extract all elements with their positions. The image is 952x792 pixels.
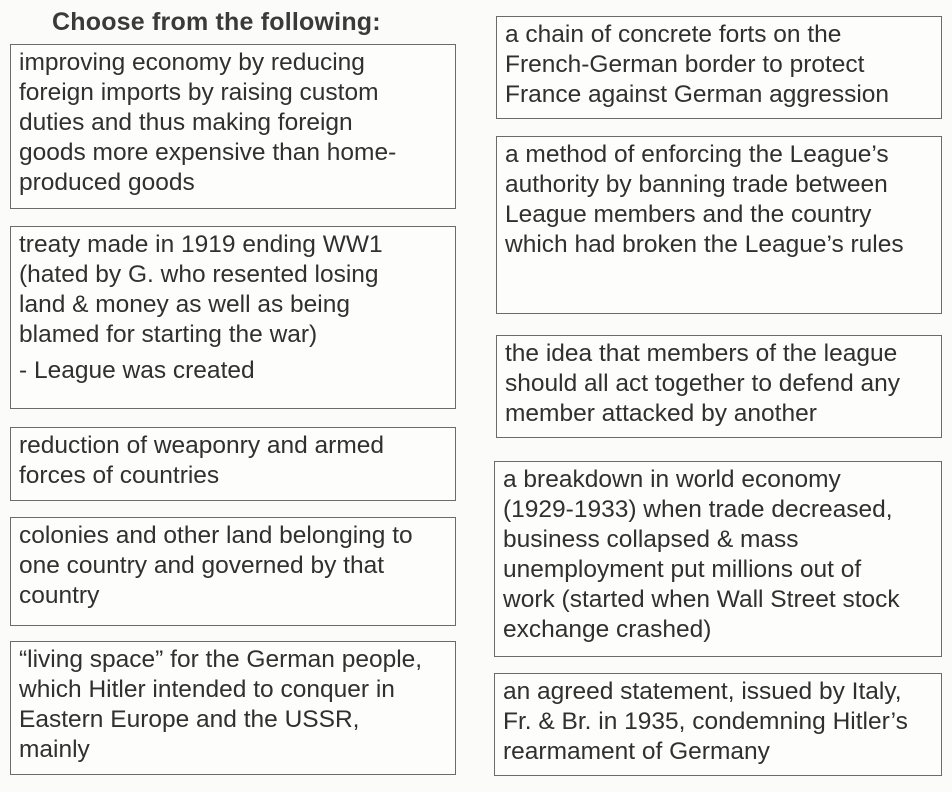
definition-box-lebensraum[interactable]: [10, 641, 456, 775]
definition-text: the idea that members of the league should all act together to defend any member attacked by another: [505, 340, 901, 427]
definition-text: treaty made in 1919 ending WW1 (hated by G. who resented losing land & money as well as being blamed for starting the war): [19, 231, 383, 348]
definition-box-great-depression[interactable]: [494, 461, 942, 657]
definition-note: - League was created: [19, 357, 255, 384]
definition-box-collective-security[interactable]: [496, 335, 942, 438]
definition-text: reduction of weaponry and armed forces of countries: [19, 432, 384, 489]
definition-text: a breakdown in world economy (1929-1933) when trade decreased, business collapsed & mass unemployment put millions out of work (started when Wall Street stock exchange crashed): [503, 466, 900, 643]
definition-box-empire[interactable]: [10, 517, 456, 626]
definition-box-maginot-line[interactable]: [496, 16, 942, 119]
definition-box-stresa-front[interactable]: [494, 673, 942, 776]
definition-text: colonies and other land belonging to one country and governed by that country: [19, 522, 413, 609]
definition-box-sanctions[interactable]: [496, 136, 942, 314]
definition-box-disarmament[interactable]: [10, 427, 456, 501]
definition-text: improving economy by reducing foreign imports by raising custom duties and thus making foreign goods more expensive than home- produced goods: [19, 49, 397, 196]
page-title: Choose from the following:: [52, 8, 381, 36]
definition-text: an agreed statement, issued by Italy, Fr. & Br. in 1935, condemning Hitler’s rearmament of Germany: [503, 678, 908, 765]
definition-box-protectionism[interactable]: [10, 44, 456, 209]
definition-box-treaty-of-versailles[interactable]: [10, 226, 456, 409]
definition-text: a chain of concrete forts on the French-German border to protect France against German aggression: [505, 21, 890, 108]
definition-text: a method of enforcing the League’s authority by banning trade between League members and the country which had broken the League’s rules: [505, 141, 904, 258]
definition-text: “living space” for the German people, which Hitler intended to conquer in Eastern Europe and the USSR, mainly: [19, 646, 423, 763]
